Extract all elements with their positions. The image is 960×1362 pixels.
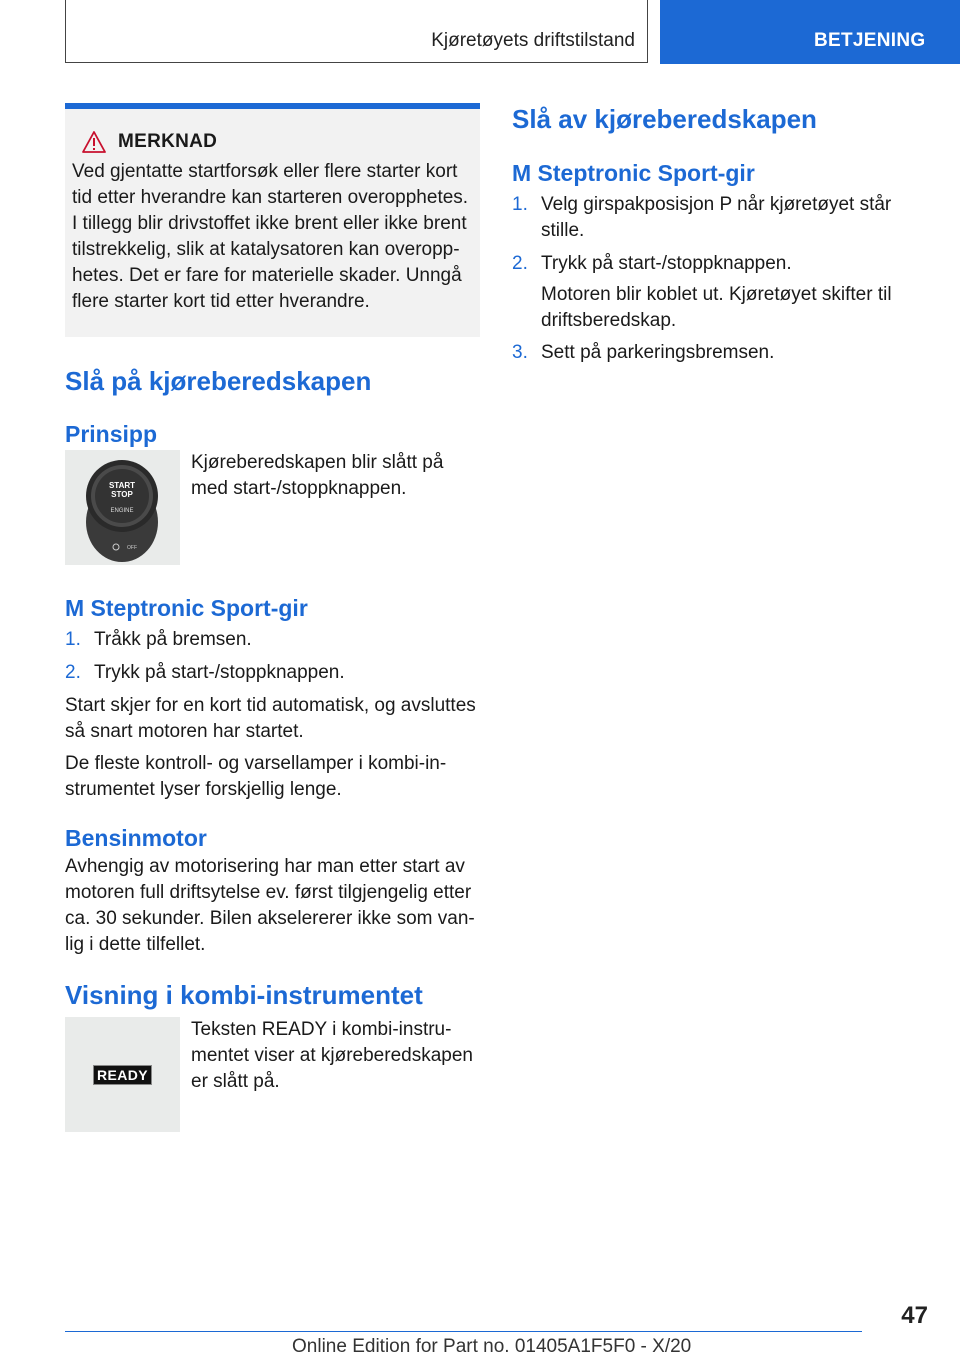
step-number: 1. [512, 194, 528, 215]
header-chapter-box [65, 0, 648, 63]
step-number: 1. [65, 629, 81, 650]
display-text: Teksten READY i kombi-instru-mentet viser at kjøreberedskapen er slått på. [191, 1019, 473, 1092]
step-number: 3. [512, 342, 528, 363]
switch-on-steps [65, 627, 480, 686]
list-item-extra [512, 282, 912, 334]
list-item [65, 660, 480, 686]
steptronic-heading-off: M Steptronic Sport-gir [512, 160, 755, 186]
button-label-off: OFF [127, 545, 137, 551]
start-stop-button-icon [65, 450, 180, 565]
step-extra-text: Motoren blir koblet ut. Kjøretøyet skifter til driftsberedskap. [541, 284, 892, 331]
step-text: Trykk på start-/stoppknappen. [541, 253, 792, 274]
start-stop-button-image [65, 450, 180, 565]
notice-text: Ved gjentatte startforsøk eller flere starter kort tid etter hverandre kan starteren overopphetes. I tillegg blir drivstoffet ikke brent eller ikke brent tilstrekkelig, slik at katalysatoren kan overopp-hetes. Det er fare for materielle skader. Unngå flere starter kort tid etter hverandre. [72, 161, 469, 312]
lamps-info-text: De fleste kontroll- og varsellamper i kombi-in-strumentet lyser forskjellig lenge. [65, 753, 447, 800]
page-number: 47 [901, 1302, 928, 1329]
footer-edition: Online Edition for Part no. 01405A1F5F0 - X/20 [292, 1336, 692, 1357]
list-item [512, 251, 912, 277]
ready-badge: READY [93, 1065, 152, 1085]
warning-triangle-icon [82, 131, 106, 153]
notice-header [82, 131, 472, 153]
list-item [512, 340, 912, 366]
step-text: Trykk på start-/stoppknappen. [94, 662, 345, 683]
switch-on-heading: Slå på kjøreberedskapen [65, 366, 372, 396]
principle-figure-row [65, 450, 480, 565]
step-text: Tråkk på bremsen. [94, 629, 252, 650]
step-number: 2. [512, 253, 528, 274]
button-label-start: START [108, 481, 136, 490]
ready-display-image [65, 1017, 180, 1132]
principle-text: Kjøreberedskapen blir slått på med start-/stoppknappen. [191, 452, 444, 499]
petrol-text: Avhengig av motorisering har man etter start av motoren full driftsytelse ev. først tilgjengelig etter ca. 30 sekunder. Bilen akselererer ikke som van-lig i dette tilfellet. [65, 856, 475, 955]
display-figure-row [65, 1017, 480, 1132]
principle-heading: Prinsipp [65, 421, 158, 447]
list-item [512, 192, 912, 244]
chapter-title: Kjøretøyets driftstilstand [431, 30, 635, 51]
petrol-heading: Bensinmotor [65, 825, 207, 851]
step-number: 2. [65, 662, 81, 683]
left-column [65, 103, 480, 1132]
notice-title: MERKNAD [118, 131, 218, 152]
switch-off-heading: Slå av kjøreberedskapen [512, 104, 817, 134]
section-tab: BETJENING [660, 0, 960, 64]
button-label-engine: ENGINE [110, 508, 134, 514]
start-info-text: Start skjer for en kort tid automatisk, og avsluttes så snart motoren har startet. [65, 695, 476, 742]
step-text: Sett på parkeringsbremsen. [541, 342, 775, 363]
display-heading: Visning i kombi-instrumentet [65, 980, 423, 1010]
button-label-stop: STOP [111, 490, 133, 499]
notice-box [65, 103, 480, 337]
right-column [512, 103, 912, 366]
steptronic-heading-on: M Steptronic Sport-gir [65, 595, 308, 621]
list-item [65, 627, 480, 653]
footer-divider [65, 1331, 862, 1332]
step-text: Velg girspakposisjon P når kjøretøyet står stille. [541, 194, 892, 241]
switch-off-steps [512, 192, 912, 366]
